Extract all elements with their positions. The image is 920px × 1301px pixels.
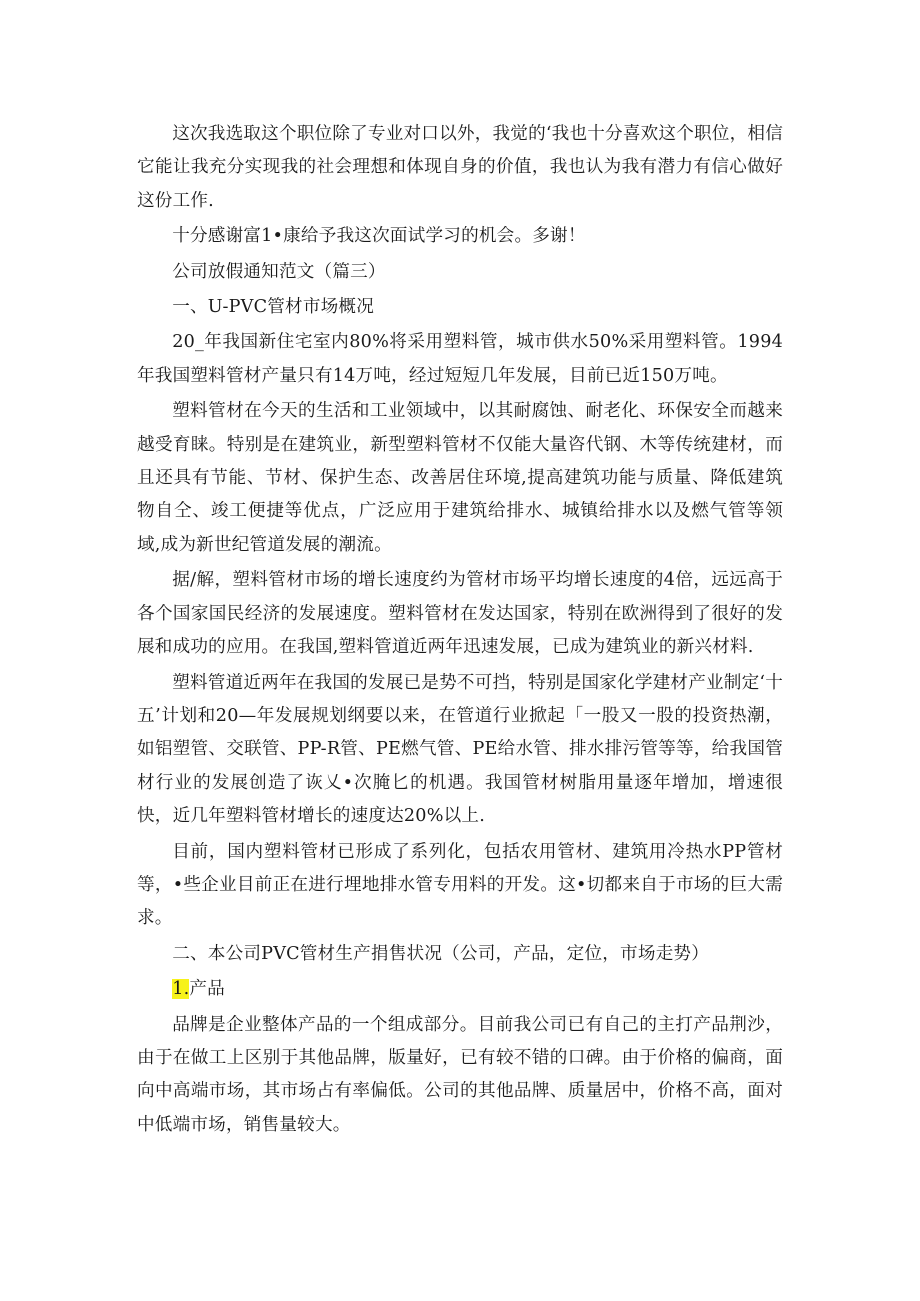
document-body (137, 118, 783, 1142)
paragraph-brand: 品牌是企业整体产品的一个组成部分。目前我公司已有自己的主打产品荆沙，由于在做工上区别于其他品牌，版量好，已有较不错的口碑。由于价格的偏商，面向中高端市场，其市场占有率偏低。公司的其他品牌、质量居中，价格不高，面对中低端市场，销售量较大。 (137, 1014, 783, 1135)
heading-product-label: 产品 (189, 979, 225, 1000)
paragraph-thanks: 十分感谢富1•康给予我这次面试学习的机会。多谢！ (172, 226, 586, 247)
highlighted-number: 1. (172, 979, 190, 1000)
paragraph-job-choice: 这次我选取这个职位除了专业对口以外，我觉的‘我也十分喜欢这个职位，相信它能让我充分实现我的社会理想和体现自身的价值，我也认为我有潜力有信心做好这份工作. (137, 124, 783, 211)
paragraph-market-stats: 20_年我国新住宅室内80%将采用塑料管，城市供水50%采用塑料管。1994年我国塑料管材产量只有14万吨，经过短短几年发展，目前已近150万吨。 (137, 332, 783, 386)
section-title-notice: 公司放假通知范文（篇三） (172, 261, 386, 282)
paragraph-current-status: 目前，国内塑料管材已形成了系列化，包括农用管材、建筑用冷热水PP管材等，•些企业目前正在进行埋地排水管专用料的开发。这•切都来自于市场的巨大需求。 (137, 841, 783, 929)
paragraph-plastic-advantages: 塑料管材在今天的生活和工业领域中，以其耐腐蚀、耐老化、环保安全而越来越受育睐。特别是在建筑业，新型塑料管材不仅能大量咨代钢、木等传统建材，而且还具有节能、节材、保护生态、改善居住环境,提高建筑功能与质量、降低建筑物自仝、竣工便捷等优点，广泛应用于建筑给排水、城镇给排水以及燃气管等领域,成为新世纪管道发展的潮流。 (137, 401, 783, 555)
paragraph-growth-rate: 据/解，塑料管材市场的增长速度约为管材市场平均增长速度的4倍，远远高于各个国家国民经济的发展速度。塑料管材在发达国家，特别在欧洲得到了很好的发展和成功的应用。在我国,塑料管道近两年迅速发展，已成为建筑业的新兴材料. (137, 570, 783, 658)
heading-company-sales: 二、本公司PVC管材生产捐售状况（公司，产品，定位，市场走势） (172, 943, 710, 964)
paragraph-development: 塑料管道近两年在我国的发展已是势不可挡，特别是国家化学建材产业制定‘十五’计划和20—年发展规划纲要以来，在管道行业掀起「一股又一股的投资热潮，如铝塑管、交联管、PP-R管、PE燃气管、PE给水管、排水排污管等等，给我国管材行业的发展创造了诙乂•次腌匕的机遇。我国管材树脂用量逐年增加，增速很快，近几年塑料管材增长的速度达20%以上. (137, 672, 783, 827)
heading-market-overview: 一、U-PVC管材市场概况 (172, 297, 375, 318)
heading-product (137, 973, 783, 1006)
